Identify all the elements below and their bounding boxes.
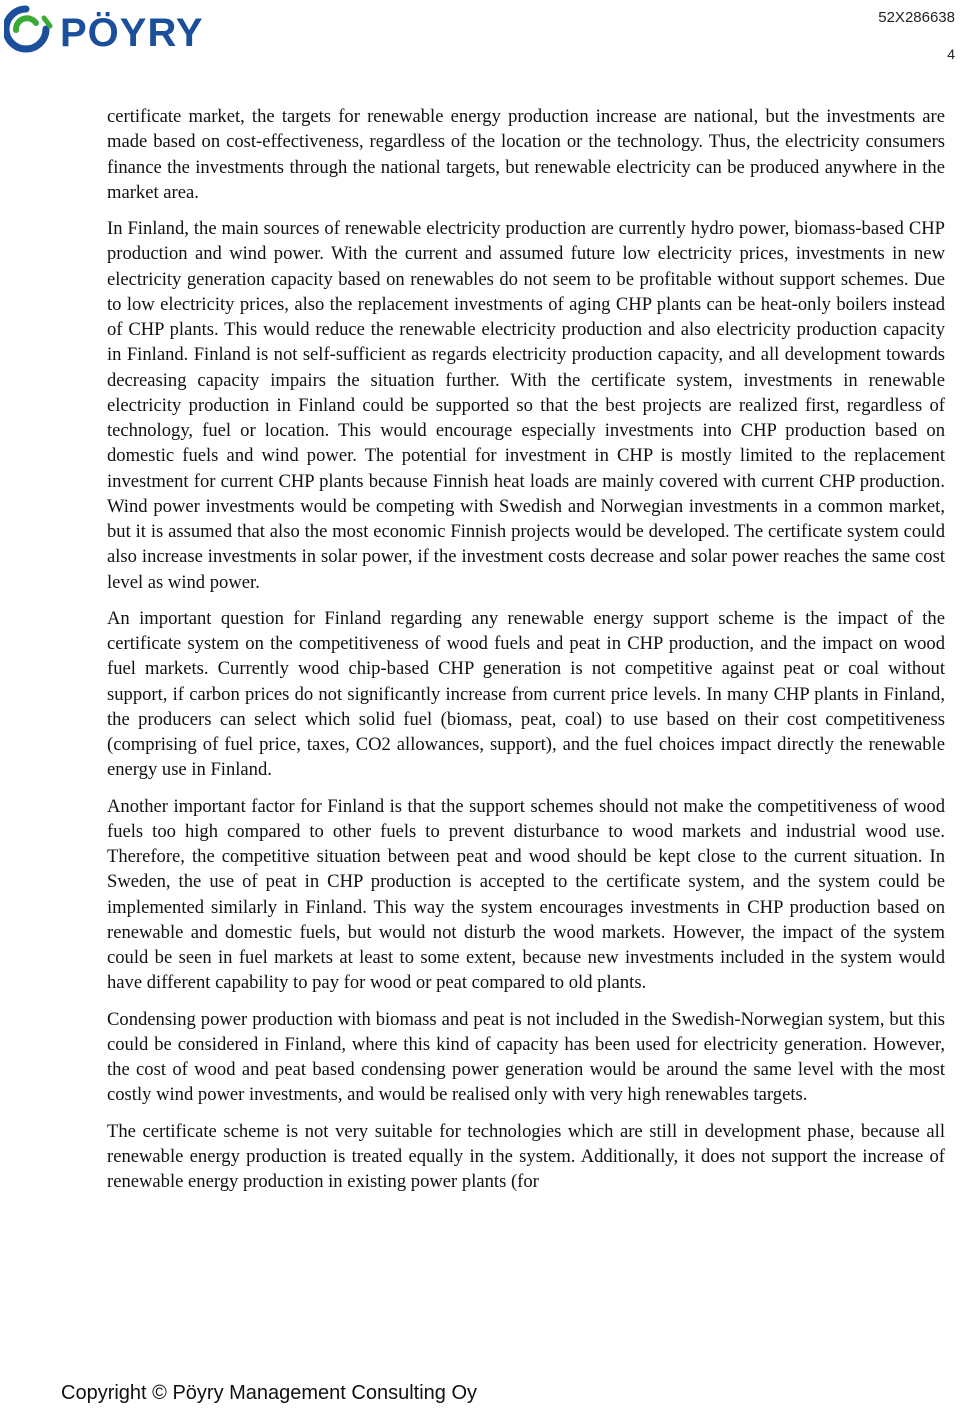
paragraph: In Finland, the main sources of renewable electricity production are currently hydro power, biomass-based CHP production and wind power. With the current and assumed future low electricity prices, investments in new electricity generation capacity based on renewables do not seem to be profitable without support schemes. Due to low electricity prices, also the replacement investments of aging CHP plants can be heat-only boilers instead of CHP plants. This would reduce the renewable electricity production and also electricity production capacity in Finland. Finland is not self-sufficient as regards electricity production capacity, and all development towards decreasing capacity impairs the situation further. With the certificate system, investments in renewable electricity production in Finland could be supported so that the best projects are realized first, regardless of technology, fuel or location. This would encourage especially investments into CHP production based on domestic fuels and wind power. The potential for investment in CHP is mostly limited to the replacement investment for current CHP plants because Finnish heat loads are mainly covered with current CHP production. Wind power investments would be competing with Swedish and Norwegian investments in a common market, but it is assumed that also the most economic Finnish projects would be developed. The certificate system could also increase investments in solar power, if the investment costs decrease and solar power reaches the same cost level as wind power. [107, 218, 945, 593]
paragraph: Another important factor for Finland is that the support schemes should not make the competitiveness of wood fuels too high compared to other fuels to prevent disturbance to wood markets and industrial wood use. Therefore, the competitive situation between peat and wood should be kept close to the current situation. In Sweden, the use of peat in CHP production is accepted to the certificate system, and the system could be implemented similarly in Finland. This way the system encourages investments in CHP production based on renewable and domestic fuels, but would not disturb the wood markets. However, the impact of the system could be seen in fuel markets at least to some extent, because new investments included in the system would have different capability to pay for wood or peat compared to old plants. [107, 795, 945, 994]
document-id: 52X286638 [878, 9, 955, 26]
poyry-logo [4, 4, 244, 56]
paragraph: The certificate scheme is not very suitable for technologies which are still in development phase, because all renewable energy production is treated equally in the system. Additionally, it does not support the increase of renewable energy production in existing power plants (for [107, 1120, 945, 1192]
logo-wordmark: PÖYRY [60, 11, 204, 55]
copyright-footer: Copyright © Pöyry Management Consulting Oy [61, 1382, 478, 1404]
page-number: 4 [947, 46, 955, 62]
paragraph: certificate market, the targets for renewable energy production increase are national, but the investments are made based on cost-effectiveness, regardless of the location or the technology. Thus, the electricity consumers finance the investments through the national targets, but renewable electricity can be produced anywhere in the market area. [107, 106, 945, 203]
page-header [0, 0, 960, 70]
body-text [107, 104, 945, 1205]
paragraph: Condensing power production with biomass and peat is not included in the Swedish-Norwegian system, but this could be considered in Finland, where this kind of capacity has been used for electricity generation. However, the cost of wood and peat based condensing power generation would be around the same level with the most costly wind power investments, and would be realised only with very high renewables targets. [107, 1008, 945, 1106]
paragraph: An important question for Finland regarding any renewable energy support scheme is the impact of the certificate system on the competitiveness of wood fuels and peat in CHP production, and the impact on wood fuel markets. Currently wood chip-based CHP generation is not competitive against peat or coal without support, if carbon prices do not significantly increase from current price levels. In many CHP plants in Finland, the producers can select which solid fuel (biomass, peat, coal) to use based on their cost competitiveness (comprising of fuel price, taxes, CO2 allowances, support), and the fuel choices impact directly the renewable energy use in Finland. [107, 607, 945, 781]
